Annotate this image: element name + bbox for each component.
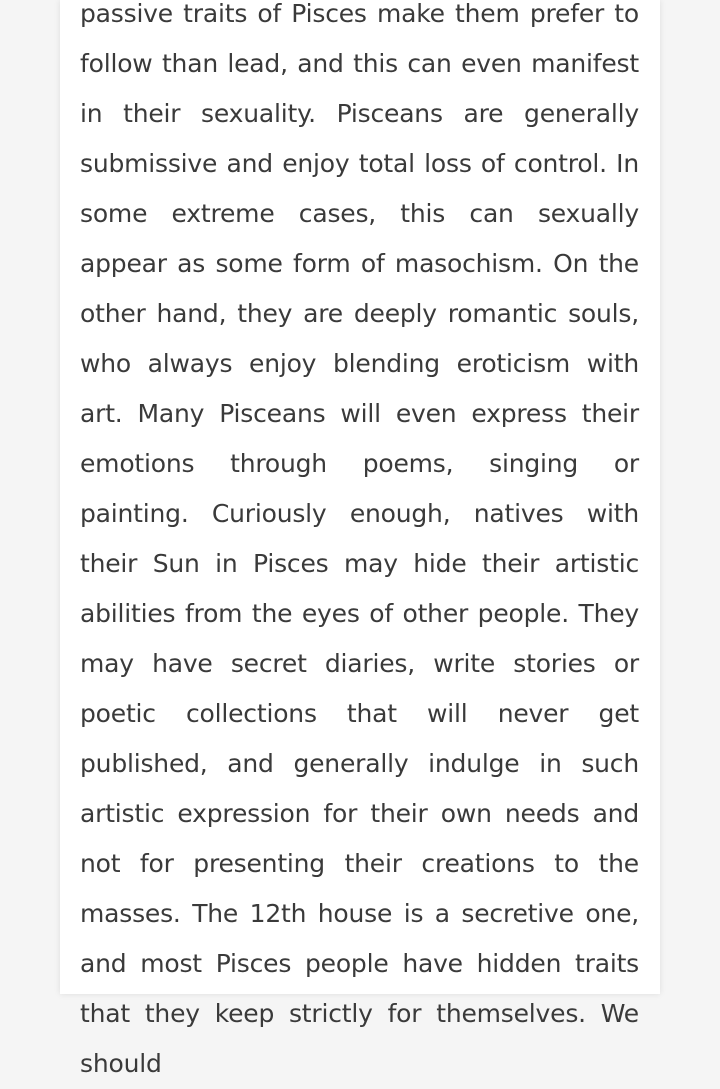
article-paragraph: passive traits of Pisces make them prefer to follow than lead, and this can even manifest in their sexuality. Pisceans are generally submissive and enjoy total loss of control. In some extreme cases, this can sexually appear as some form of masochism. On the other hand, they are deeply romantic souls, who always enjoy blending eroticism with art. Many Pisceans will even express their emotions through poems, singing or painting. Curiously enough, natives with their Sun in Pisces may hide their artistic abilities from the eyes of other people. They may have secret diaries, write stories or poetic collections that will never get published, and generally indulge in such artistic expression for their own needs and not for presenting their creations to the masses. The 12th house is a secretive one, and most Pisces people have hidden traits that they keep strictly for themselves. We should [80,0,639,1078]
article-page [60,0,660,1078]
